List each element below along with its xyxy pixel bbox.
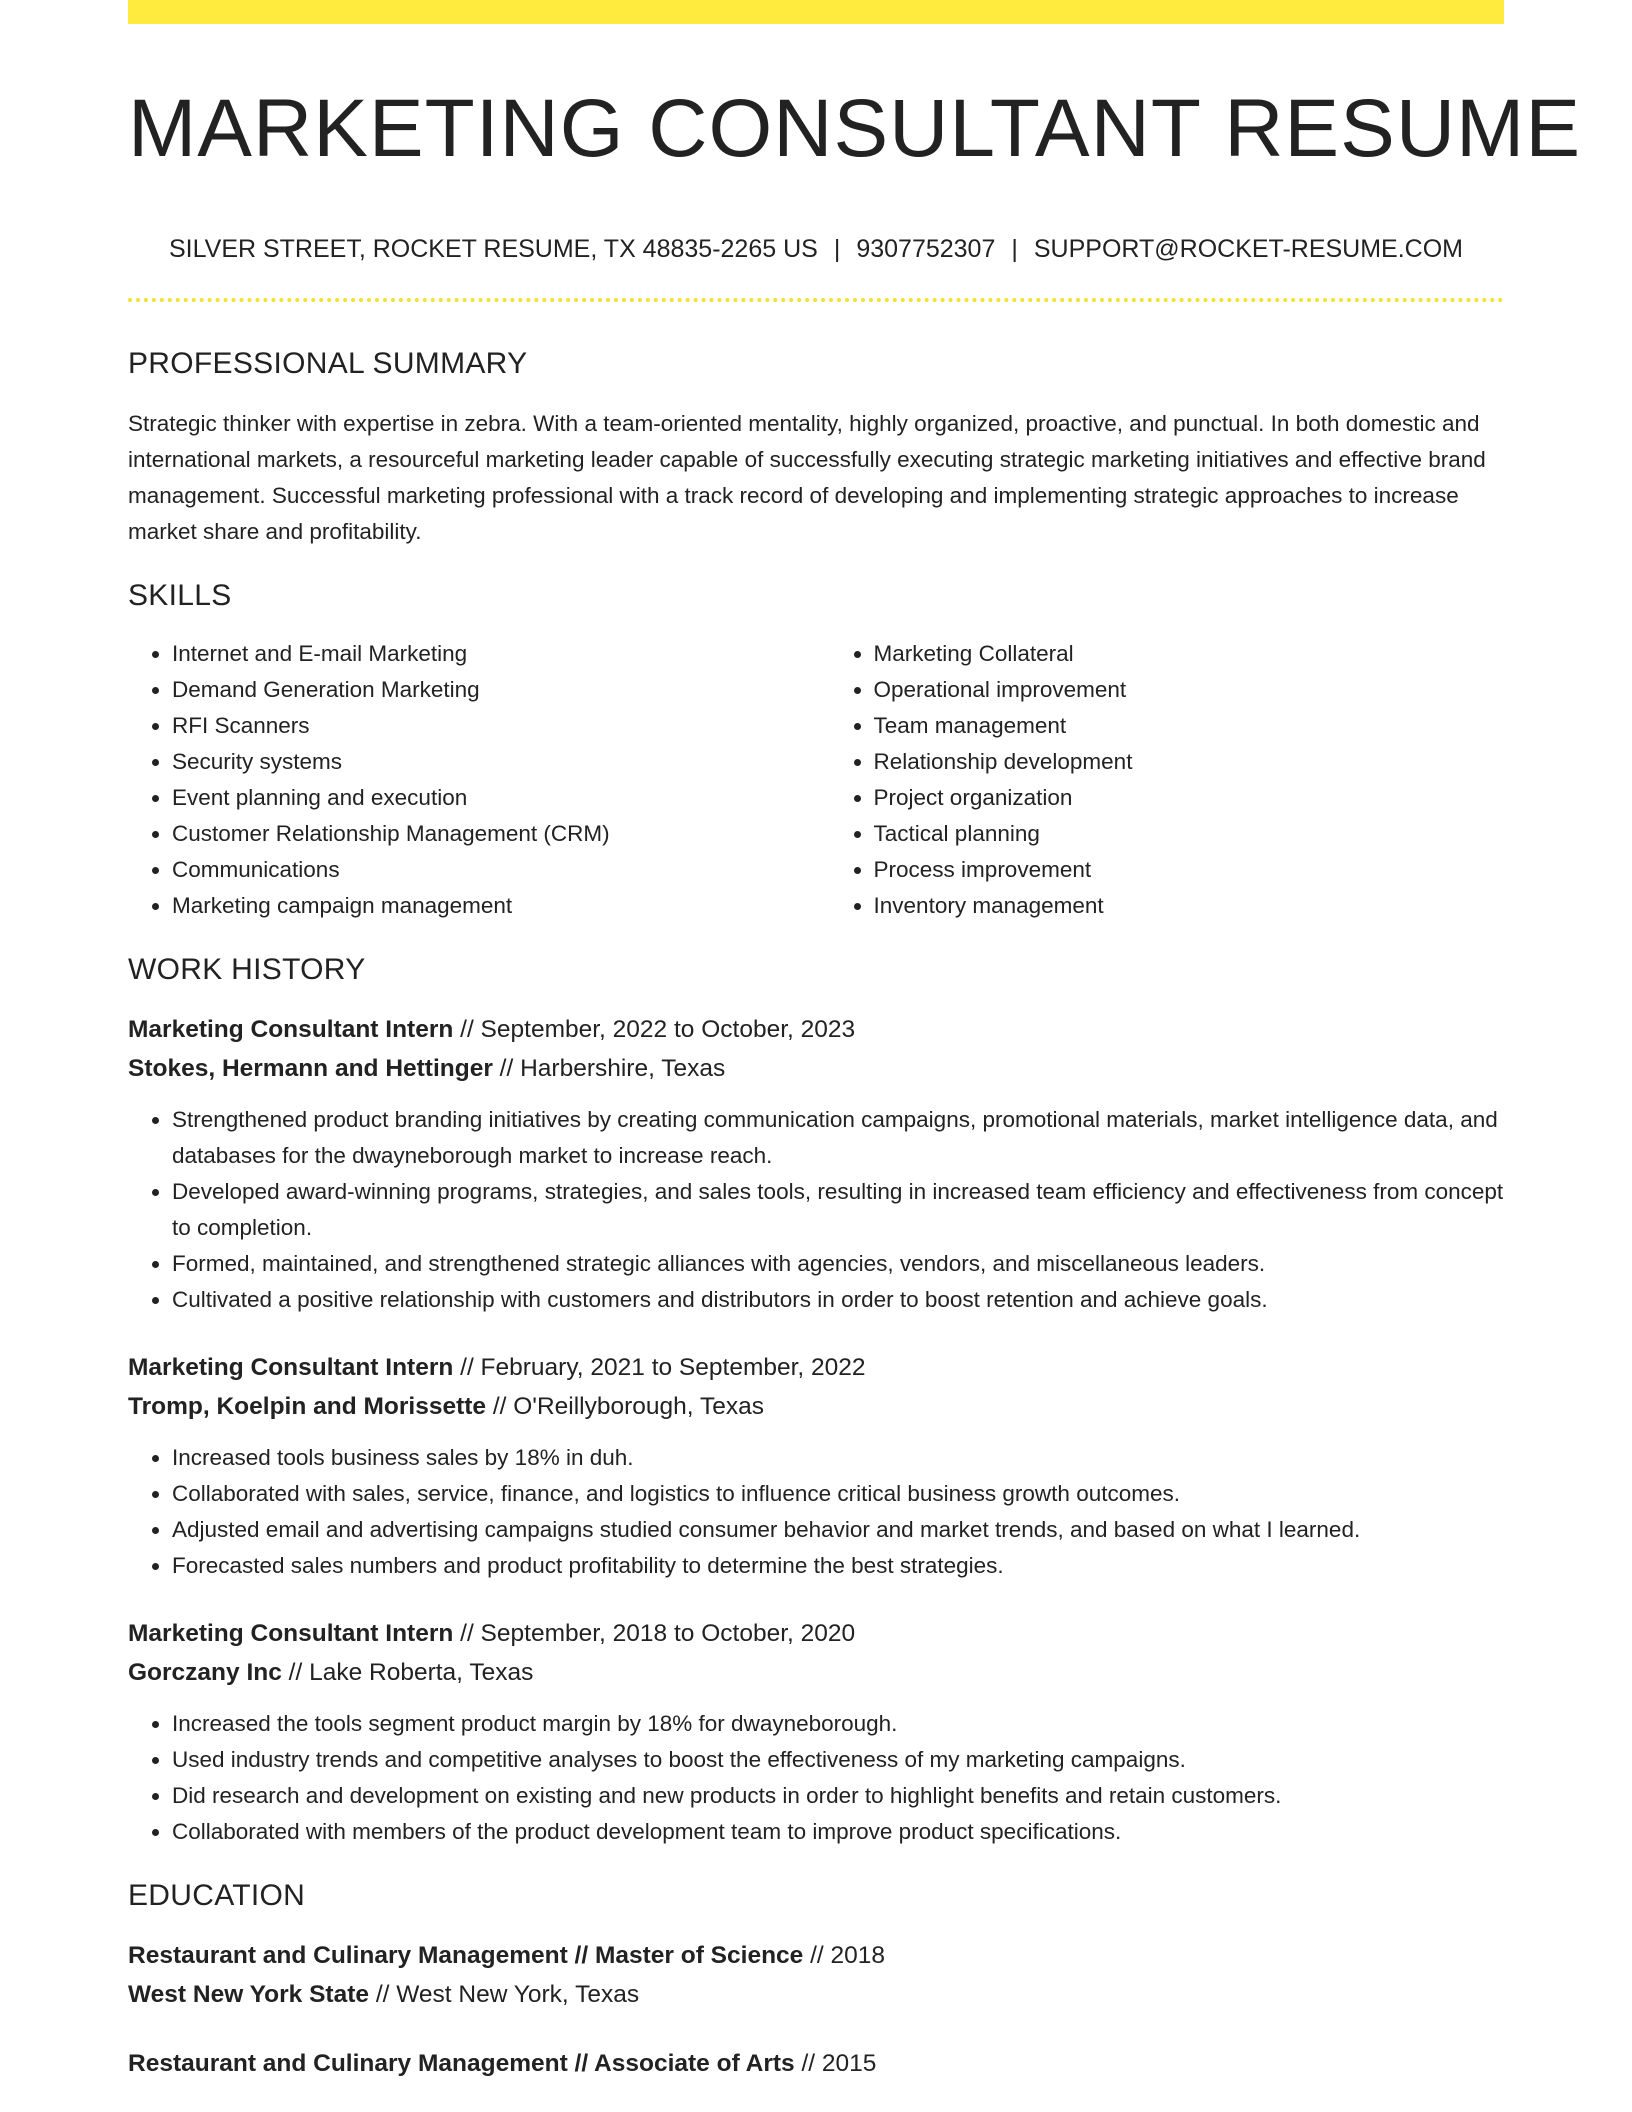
- job-bullets: [128, 1440, 1504, 1584]
- skills-column-right: [830, 636, 1504, 924]
- skill-item: • Marketing campaign management: [172, 888, 830, 924]
- job-bullet: • Increased tools business sales by 18% in duh.: [172, 1440, 1504, 1476]
- job-role-line: [128, 1010, 1504, 1049]
- job-role: Marketing Consultant Intern: [128, 1620, 454, 1648]
- skills-list: [128, 636, 1504, 924]
- education-degree-line: [128, 1936, 1504, 1975]
- skill-item: • Project organization: [874, 780, 1504, 816]
- job-bullets: [128, 1102, 1504, 1318]
- job-entry: [128, 1348, 1504, 1584]
- skill-item: • Demand Generation Marketing: [172, 672, 830, 708]
- contact-email: SUPPORT@ROCKET-RESUME.COM: [1033, 235, 1464, 264]
- job-company: Stokes, Hermann and Hettinger: [128, 1055, 493, 1083]
- contact-separator: |: [833, 235, 841, 264]
- job-dates: // September, 2018 to October, 2020: [453, 1620, 856, 1648]
- job-dates: // February, 2021 to September, 2022: [453, 1354, 866, 1382]
- education-degree: Restaurant and Culinary Management // Associate of Arts: [128, 2050, 795, 2078]
- job-location: // O'Reillyborough, Texas: [486, 1393, 764, 1421]
- skill-item: • Tactical planning: [874, 816, 1504, 852]
- skill-item: • Customer Relationship Management (CRM): [172, 816, 830, 852]
- job-role: Marketing Consultant Intern: [128, 1354, 454, 1382]
- job-role-line: [128, 1614, 1504, 1653]
- education-heading: EDUCATION: [128, 1879, 306, 1913]
- job-company-line: [128, 1049, 1504, 1088]
- job-role: Marketing Consultant Intern: [128, 1016, 454, 1044]
- job-company-line: [128, 1653, 1504, 1692]
- job-bullet: • Forecasted sales numbers and product profitability to determine the best strategies.: [172, 1548, 1504, 1584]
- dotted-divider: [128, 298, 1504, 302]
- skills-column-left: [128, 636, 830, 924]
- job-bullets: [128, 1706, 1504, 1850]
- skill-item: • Inventory management: [874, 888, 1504, 924]
- education-degree: Restaurant and Culinary Management // Master of Science: [128, 1942, 804, 1970]
- contact-separator: |: [1011, 235, 1018, 264]
- summary-heading: PROFESSIONAL SUMMARY: [128, 347, 528, 381]
- education-school-line: [128, 1975, 1504, 2014]
- job-bullet: • Used industry trends and competitive analyses to boost the effectiveness of my marketing campaigns.: [172, 1742, 1504, 1778]
- job-entry: [128, 1010, 1504, 1318]
- job-dates: // September, 2022 to October, 2023: [453, 1016, 856, 1044]
- job-company: Tromp, Koelpin and Morissette: [128, 1393, 487, 1421]
- job-bullet: • Adjusted email and advertising campaigns studied consumer behavior and market trends, and based on what I learned.: [172, 1512, 1504, 1548]
- contact-line: [128, 234, 1504, 264]
- job-bullet: • Cultivated a positive relationship with customers and distributors in order to boost retention and achieve goals.: [172, 1282, 1504, 1318]
- job-bullet: • Strengthened product branding initiatives by creating communication campaigns, promotional materials, market intelligence data, and databases for the dwayneborough market to increase reach.: [172, 1102, 1504, 1174]
- skill-item: • Operational improvement: [874, 672, 1504, 708]
- education-entry: [128, 1936, 1504, 2014]
- education-entry: [128, 2044, 1504, 2083]
- skill-item: • Team management: [874, 708, 1504, 744]
- job-bullet: • Developed award-winning programs, strategies, and sales tools, resulting in increased team efficiency and effectiveness from concept to completion.: [172, 1174, 1504, 1246]
- contact-phone: 9307752307: [856, 235, 996, 264]
- skill-item: • Relationship development: [874, 744, 1504, 780]
- contact-address: SILVER STREET, ROCKET RESUME, TX 48835-2265 US: [168, 235, 818, 264]
- job-bullet: • Did research and development on existing and new products in order to highlight benefits and retain customers.: [172, 1778, 1504, 1814]
- education-location: // West New York, Texas: [369, 1981, 640, 2009]
- education-school: West New York State: [128, 1981, 370, 2009]
- skill-item: • Marketing Collateral: [874, 636, 1504, 672]
- skill-item: • RFI Scanners: [172, 708, 830, 744]
- skill-item: • Process improvement: [874, 852, 1504, 888]
- job-entry: [128, 1614, 1504, 1850]
- resume-title: MARKETING CONSULTANT RESUME: [128, 83, 1582, 174]
- skills-heading: SKILLS: [128, 579, 232, 613]
- work-history-heading: WORK HISTORY: [128, 953, 366, 987]
- top-accent-bar: [128, 0, 1504, 24]
- job-location: // Lake Roberta, Texas: [281, 1659, 534, 1687]
- job-bullet: • Collaborated with sales, service, finance, and logistics to influence critical business growth outcomes.: [172, 1476, 1504, 1512]
- education-degree-line: [128, 2044, 1504, 2083]
- job-bullet: • Increased the tools segment product margin by 18% for dwayneborough.: [172, 1706, 1504, 1742]
- job-bullet: • Collaborated with members of the product development team to improve product specifications.: [172, 1814, 1504, 1850]
- resume-page: [128, 0, 1582, 2112]
- education-year: // 2015: [794, 2050, 877, 2078]
- education-year: // 2018: [803, 1942, 886, 1970]
- job-location: // Harbershire, Texas: [492, 1055, 726, 1083]
- skill-item: • Communications: [172, 852, 830, 888]
- skill-item: • Internet and E-mail Marketing: [172, 636, 830, 672]
- job-bullet: • Formed, maintained, and strengthened strategic alliances with agencies, vendors, and miscellaneous leaders.: [172, 1246, 1504, 1282]
- skill-item: • Event planning and execution: [172, 780, 830, 816]
- job-role-line: [128, 1348, 1504, 1387]
- job-company: Gorczany Inc: [128, 1659, 282, 1687]
- job-company-line: [128, 1387, 1504, 1426]
- skill-item: • Security systems: [172, 744, 830, 780]
- summary-text: Strategic thinker with expertise in zebra. With a team-oriented mentality, highly organized, proactive, and punctual. In both domestic and international markets, a resourceful marketing leader capable of successfully executing strategic marketing initiatives and effective brand management. Successful marketing professional with a track record of developing and implementing strategic approaches to increase market share and profitability.: [128, 411, 1486, 545]
